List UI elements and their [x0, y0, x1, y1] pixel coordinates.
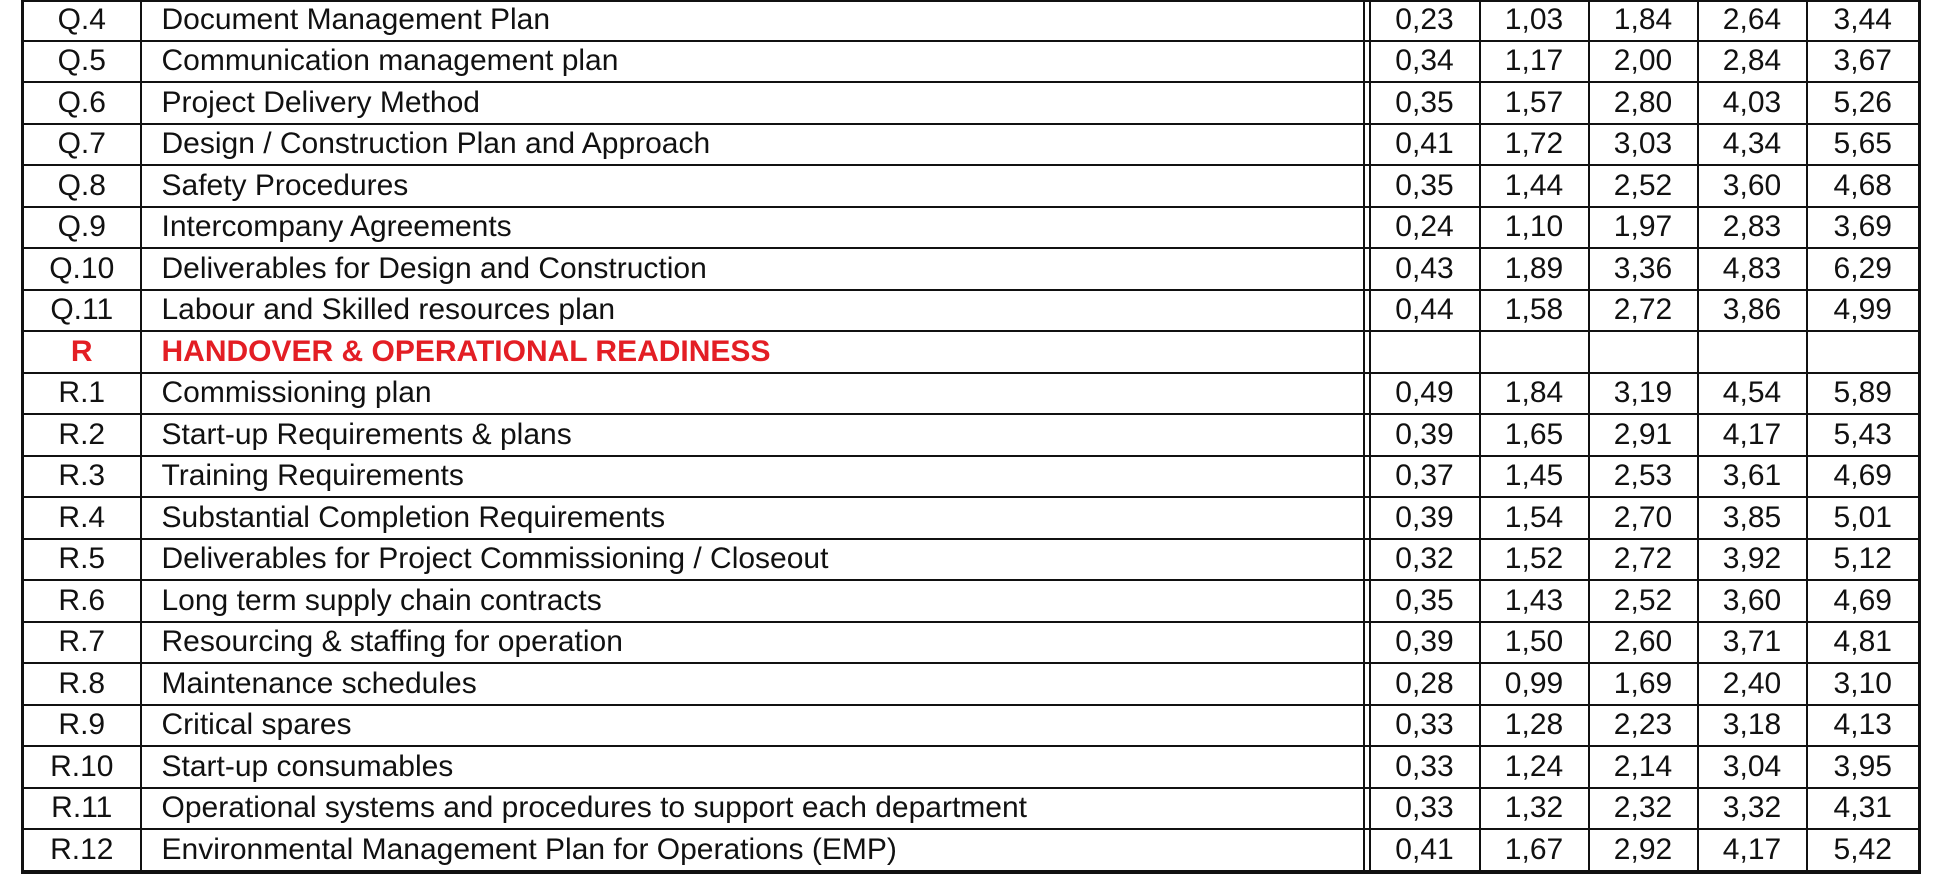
- item-description: Labour and Skilled resources plan: [141, 290, 1364, 332]
- item-description: Training Requirements: [141, 456, 1364, 498]
- item-description: Substantial Completion Requirements: [141, 497, 1364, 539]
- score-cell: 3,04: [1698, 746, 1807, 788]
- table-row: [23, 124, 1920, 166]
- score-cell: 3,69: [1807, 207, 1920, 249]
- score-cell: 0,41: [1370, 829, 1480, 872]
- score-cell: 3,71: [1698, 622, 1807, 664]
- table-row: [23, 580, 1920, 622]
- score-cell: 3,03: [1589, 124, 1698, 166]
- score-cell: 1,43: [1480, 580, 1589, 622]
- item-description: Deliverables for Project Commissioning / Closeout: [141, 539, 1364, 581]
- score-cell: 1,54: [1480, 497, 1589, 539]
- score-cell: 0,28: [1370, 663, 1480, 705]
- score-cell: 0,99: [1480, 663, 1589, 705]
- table-row: [23, 0, 1920, 41]
- section-header-row: [23, 331, 1920, 373]
- table-row: [23, 290, 1920, 332]
- item-code: R.4: [23, 497, 141, 539]
- score-cell: 2,40: [1698, 663, 1807, 705]
- score-cell: 1,28: [1480, 705, 1589, 747]
- score-cell: 2,00: [1589, 41, 1698, 83]
- table-body: [23, 0, 1920, 872]
- score-cell: 1,03: [1480, 0, 1589, 41]
- score-cell: 2,80: [1589, 82, 1698, 124]
- score-cell: 3,85: [1698, 497, 1807, 539]
- item-description: Intercompany Agreements: [141, 207, 1364, 249]
- score-cell: 3,92: [1698, 539, 1807, 581]
- score-cell: 1,24: [1480, 746, 1589, 788]
- score-cell: 0,35: [1370, 165, 1480, 207]
- item-description: Long term supply chain contracts: [141, 580, 1364, 622]
- score-cell: 0,34: [1370, 41, 1480, 83]
- score-cell: 3,67: [1807, 41, 1920, 83]
- item-code: Q.9: [23, 207, 141, 249]
- score-cell: 4,81: [1807, 622, 1920, 664]
- item-code: Q.11: [23, 290, 141, 332]
- score-cell: 1,69: [1589, 663, 1698, 705]
- score-cell: 3,61: [1698, 456, 1807, 498]
- score-cell: 2,64: [1698, 0, 1807, 41]
- score-cell: 2,84: [1698, 41, 1807, 83]
- score-cell: 0,43: [1370, 248, 1480, 290]
- score-cell: 2,70: [1589, 497, 1698, 539]
- score-cell: 2,52: [1589, 580, 1698, 622]
- item-code: R.11: [23, 788, 141, 830]
- score-cell: [1698, 331, 1807, 373]
- score-cell: 3,44: [1807, 0, 1920, 41]
- item-code: R.5: [23, 539, 141, 581]
- score-cell: 0,39: [1370, 622, 1480, 664]
- score-cell: 1,84: [1480, 373, 1589, 415]
- item-description: HANDOVER & OPERATIONAL READINESS: [141, 331, 1364, 373]
- table-row: [23, 373, 1920, 415]
- item-description: Start-up consumables: [141, 746, 1364, 788]
- score-cell: 5,12: [1807, 539, 1920, 581]
- score-cell: 1,67: [1480, 829, 1589, 872]
- score-cell: 3,19: [1589, 373, 1698, 415]
- score-cell: 1,65: [1480, 414, 1589, 456]
- score-cell: 1,52: [1480, 539, 1589, 581]
- item-code: Q.5: [23, 41, 141, 83]
- score-cell: 1,32: [1480, 788, 1589, 830]
- table-row: [23, 456, 1920, 498]
- score-cell: 4,17: [1698, 829, 1807, 872]
- score-cell: 1,58: [1480, 290, 1589, 332]
- score-cell: 3,32: [1698, 788, 1807, 830]
- score-cell: 0,33: [1370, 746, 1480, 788]
- item-code: Q.7: [23, 124, 141, 166]
- score-cell: 0,39: [1370, 414, 1480, 456]
- score-cell: 0,35: [1370, 580, 1480, 622]
- table-row: [23, 705, 1920, 747]
- score-cell: 4,13: [1807, 705, 1920, 747]
- score-cell: 3,86: [1698, 290, 1807, 332]
- score-cell: [1370, 331, 1480, 373]
- item-code: Q.4: [23, 0, 141, 41]
- item-code: R.1: [23, 373, 141, 415]
- score-cell: 2,23: [1589, 705, 1698, 747]
- score-cell: 2,52: [1589, 165, 1698, 207]
- score-cell: 5,01: [1807, 497, 1920, 539]
- item-description: Safety Procedures: [141, 165, 1364, 207]
- table-row: [23, 497, 1920, 539]
- score-cell: 1,17: [1480, 41, 1589, 83]
- item-description: Deliverables for Design and Construction: [141, 248, 1364, 290]
- score-cell: 0,23: [1370, 0, 1480, 41]
- score-cell: 5,26: [1807, 82, 1920, 124]
- score-cell: 2,32: [1589, 788, 1698, 830]
- score-cell: 1,10: [1480, 207, 1589, 249]
- table-row: [23, 207, 1920, 249]
- score-cell: [1807, 331, 1920, 373]
- item-code: R.3: [23, 456, 141, 498]
- score-cell: 3,95: [1807, 746, 1920, 788]
- score-cell: 0,24: [1370, 207, 1480, 249]
- score-cell: 1,72: [1480, 124, 1589, 166]
- item-code: R.2: [23, 414, 141, 456]
- item-description: Critical spares: [141, 705, 1364, 747]
- item-code: Q.8: [23, 165, 141, 207]
- score-cell: 2,72: [1589, 290, 1698, 332]
- score-cell: 1,57: [1480, 82, 1589, 124]
- item-description: Maintenance schedules: [141, 663, 1364, 705]
- table-row: [23, 788, 1920, 830]
- score-cell: 2,92: [1589, 829, 1698, 872]
- item-description: Communication management plan: [141, 41, 1364, 83]
- score-cell: 4,03: [1698, 82, 1807, 124]
- score-cell: 4,99: [1807, 290, 1920, 332]
- table-row: [23, 165, 1920, 207]
- score-cell: 5,65: [1807, 124, 1920, 166]
- score-cell: 0,35: [1370, 82, 1480, 124]
- score-cell: 4,68: [1807, 165, 1920, 207]
- score-cell: 0,41: [1370, 124, 1480, 166]
- table-row: [23, 414, 1920, 456]
- score-cell: 4,54: [1698, 373, 1807, 415]
- item-description: Document Management Plan: [141, 0, 1364, 41]
- table-row: [23, 539, 1920, 581]
- score-cell: 5,42: [1807, 829, 1920, 872]
- item-code: Q.6: [23, 82, 141, 124]
- score-cell: 1,44: [1480, 165, 1589, 207]
- item-code: R.6: [23, 580, 141, 622]
- score-cell: 4,34: [1698, 124, 1807, 166]
- readiness-score-table: [21, 0, 1921, 874]
- score-cell: 0,32: [1370, 539, 1480, 581]
- item-description: Project Delivery Method: [141, 82, 1364, 124]
- score-cell: 6,29: [1807, 248, 1920, 290]
- score-cell: 2,60: [1589, 622, 1698, 664]
- score-cell: 3,60: [1698, 165, 1807, 207]
- score-cell: 5,43: [1807, 414, 1920, 456]
- table-row: [23, 41, 1920, 83]
- score-cell: 0,44: [1370, 290, 1480, 332]
- score-cell: 0,49: [1370, 373, 1480, 415]
- score-cell: 3,60: [1698, 580, 1807, 622]
- item-code: R.7: [23, 622, 141, 664]
- item-code: R: [23, 331, 141, 373]
- score-cell: 3,18: [1698, 705, 1807, 747]
- score-cell: 5,89: [1807, 373, 1920, 415]
- item-description: Start-up Requirements & plans: [141, 414, 1364, 456]
- item-code: R.10: [23, 746, 141, 788]
- score-cell: 2,72: [1589, 539, 1698, 581]
- score-cell: 2,53: [1589, 456, 1698, 498]
- score-cell: 1,84: [1589, 0, 1698, 41]
- item-description: Environmental Management Plan for Operations (EMP): [141, 829, 1364, 872]
- table-row: [23, 248, 1920, 290]
- score-cell: 4,69: [1807, 456, 1920, 498]
- score-cell: 2,91: [1589, 414, 1698, 456]
- score-cell: 0,33: [1370, 788, 1480, 830]
- table-row: [23, 663, 1920, 705]
- item-code: R.9: [23, 705, 141, 747]
- score-cell: 4,17: [1698, 414, 1807, 456]
- item-description: Commissioning plan: [141, 373, 1364, 415]
- score-cell: 0,39: [1370, 497, 1480, 539]
- item-code: R.12: [23, 829, 141, 872]
- score-cell: 0,33: [1370, 705, 1480, 747]
- score-cell: 2,14: [1589, 746, 1698, 788]
- readiness-table-container: [21, 0, 1918, 874]
- score-cell: 1,97: [1589, 207, 1698, 249]
- score-cell: 3,36: [1589, 248, 1698, 290]
- score-cell: 1,45: [1480, 456, 1589, 498]
- table-row: [23, 622, 1920, 664]
- item-code: Q.10: [23, 248, 141, 290]
- table-row: [23, 746, 1920, 788]
- item-description: Operational systems and procedures to support each department: [141, 788, 1364, 830]
- score-cell: 4,83: [1698, 248, 1807, 290]
- score-cell: 1,50: [1480, 622, 1589, 664]
- score-cell: 4,31: [1807, 788, 1920, 830]
- table-row: [23, 829, 1920, 872]
- score-cell: 0,37: [1370, 456, 1480, 498]
- score-cell: 4,69: [1807, 580, 1920, 622]
- table-row: [23, 82, 1920, 124]
- score-cell: 2,83: [1698, 207, 1807, 249]
- score-cell: 1,89: [1480, 248, 1589, 290]
- score-cell: [1589, 331, 1698, 373]
- item-description: Design / Construction Plan and Approach: [141, 124, 1364, 166]
- item-code: R.8: [23, 663, 141, 705]
- score-cell: 3,10: [1807, 663, 1920, 705]
- score-cell: [1480, 331, 1589, 373]
- item-description: Resourcing & staffing for operation: [141, 622, 1364, 664]
